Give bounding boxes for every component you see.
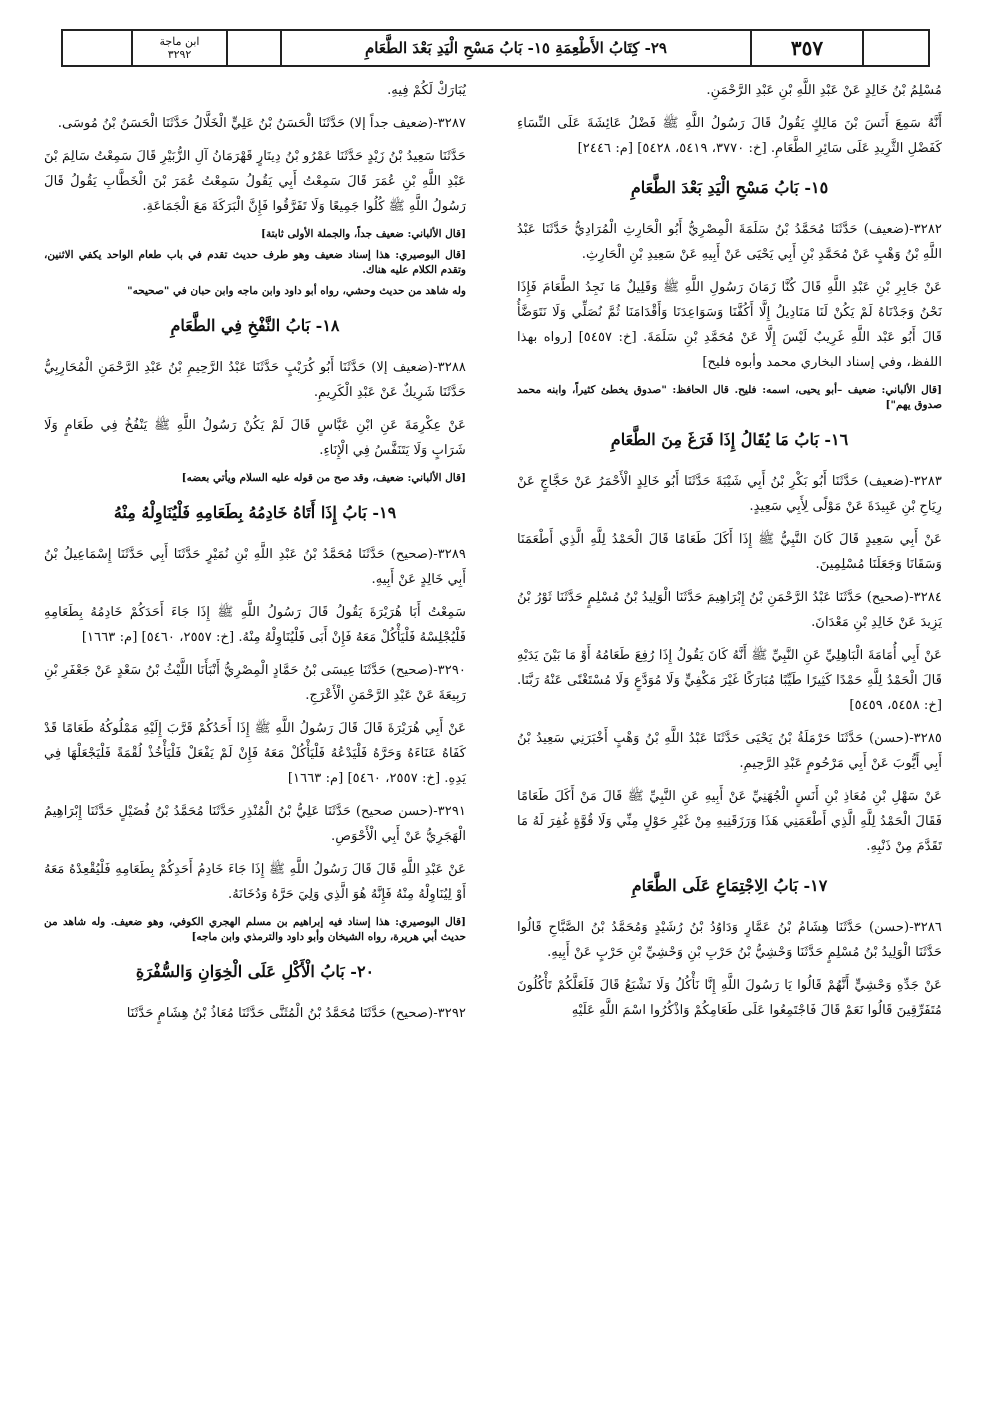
hadith-paragraph: ٣٢٨٢-(ضعيف) حَدَّثَنَا مُحَمَّدُ بْنُ سَلَمَةَ الْمِصْرِيُّ أَبُو الْحَارِثِ الْمُرَادِيُّ حَدَّثَنَا عَبْدُ اللَّهِ بْنُ وَهْبٍ عَنْ مُحَمَّدِ بْنِ أَبِي يَحْيَى عَنْ أَبِيهِ عَنْ سَعِيدِ بْنِ الْحَارِثِ. xyxy=(517,222,942,262)
hadith-paragraph: ٣٢٩٢-(صحيح) حَدَّثَنَا مُحَمَّدُ بْنُ الْمُثَنَّى حَدَّثَنَا مُعَاذُ بْنُ هِشَامٍ حَدَّثَنَا xyxy=(126,1006,466,1021)
hadith-paragraph: عَنْ جَابِرِ بْنِ عَبْدِ اللَّهِ قَالَ كُنَّا زَمَانَ رَسُولِ اللَّهِ ﷺ وَقَلِيلٌ مَا نَجِدُ الطَّعَامَ فَإِذَا نَحْنُ وَجَدْنَاهُ لَمْ يَكُنْ لَنَا مَنَادِيلُ إِلَّا أَكُفَّنَا وَسَوَاعِدَنَا وَأَقْدَامَنَا ثُمَّ نُصَلِّي وَلَا نَتَوَضَّأُ قَالَ أَبُو عَبْد اللَّهِ غَرِيبٌ لَيْسَ إِلَّا عَنْ مُحَمَّدِ بْنِ سَلَمَةَ. [خ: ٥٤٥٧] [رواه بهذا اللفظ، وفي إسناد البخاري محمد وأبوه فليح] xyxy=(517,280,943,370)
left-column xyxy=(44,78,466,1378)
hadith-paragraph: حَدَّثَنَا سَعِيدُ بْنُ زَيْدٍ حَدَّثَنَا عَمْرُو بْنُ دِينَارٍ قَهْرَمَانُ آلِ الزُّبَيْرِ قَالَ سَمِعْتُ سَالِمَ بْنَ عَبْدِ اللَّهِ بْنِ عُمَرَ قَالَ سَمِعْتُ أَبِي يَقُولُ سَمِعْتُ عُمَرَ بْنَ الْخَطَّابِ يَقُولُ قَالَ رَسُولُ اللَّهِ ﷺ كُلُوا جَمِيعًا وَلَا تَفَرَّقُوا فَإِنَّ الْبَرَكَةَ مَعَ الْجَمَاعَةِ. xyxy=(44,149,466,214)
hadith-paragraph: يُبَارَكْ لَكُمْ فِيهِ. xyxy=(387,83,466,98)
hadith-paragraph: سَمِعْتُ أَبَا هُرَيْرَةَ يَقُولُ قَالَ رَسُولُ اللَّهِ ﷺ إِذَا جَاءَ أَحَدَكُمْ خَادِمُهُ بِطَعَامِهِ فَلْيُجْلِسْهُ فَلْيَأْكُلْ مَعَهُ فَإِنْ أَبَى فَلْيُنَاوِلْهُ مِنْهُ. [خ: ٢٥٥٧، ٥٤٦٠] [م: ١٦٦٣] xyxy=(44,605,466,645)
hadith-paragraph: أَنَّهُ سَمِعَ أَنَسَ بْنَ مَالِكٍ يَقُولُ قَالَ رَسُولُ اللَّهِ ﷺ فَضْلُ عَائِشَةَ عَلَى النِّسَاءِ كَفَضْلِ الثَّرِيدِ عَلَى سَائِرِ الطَّعَامِ. [خ: ٣٧٧٠، ٥٤١٩، ٥٤٢٨] [م: ٢٤٤٦] xyxy=(517,116,942,156)
header-cell-empty xyxy=(862,31,928,65)
chapter-heading: ٢٠- بَابُ الْأَكْلِ عَلَى الْخِوَانِ وَالسُّفْرَةِ xyxy=(135,962,375,981)
footnote: [قال البوصيري: هذا إسناد ضعيف وهو طرف حديث تقدم في باب طعام الواحد يكفي الاثنين، وتقدم الكلام عليه هناك. xyxy=(44,249,466,276)
hadith-paragraph: عَنْ أَبِي أُمَامَةَ الْبَاهِلِيِّ عَنِ النَّبِيِّ ﷺ أَنَّهُ كَانَ يَقُولُ إِذَا رُفِعَ طَعَامُهُ أَوْ مَا بَيْنَ يَدَيْهِ قَالَ الْحَمْدُ لِلَّهِ حَمْدًا كَثِيرًا طَيِّبًا مُبَارَكًا غَيْرَ مَكْفِيٍّ وَلَا مُوَدَّعٍ وَلَا مُسْتَغْنًى عَنْهُ رَبَّنَا. [خ: ٥٤٥٨، ٥٤٥٩] xyxy=(517,648,942,713)
hadith-paragraph: عَنْ أَبِي هُرَيْرَةَ قَالَ قَالَ رَسُولُ اللَّهِ ﷺ إِذَا أَحَدُكُمْ قَرَّبَ إِلَيْهِ مَمْلُوكُهُ طَعَامًا قَدْ كَفَاهُ عَنَاءَهُ وَحَرَّهُ فَلْيَدْعُهُ فَلْيَأْكُلْ مَعَهُ فَإِنْ لَمْ يَفْعَلْ فَلْيَأْخُذْ لُقْمَةً فَلْيَجْعَلْهَا فِي يَدِهِ. [خ: ٢٥٥٧، ٥٤٦٠] [م: ١٦٦٣] xyxy=(44,721,466,786)
hadith-paragraph: ٣٢٨٣-(ضعيف) حَدَّثَنَا أَبُو بَكْرِ بْنُ أَبِي شَيْبَةَ حَدَّثَنَا أَبُو خَالِدٍ الْأَحْمَرُ عَنْ حَجَّاجٍ عَنْ رِيَاحِ بْنِ عَبِيدَةَ عَنْ مَوْلًى لِأَبِي سَعِيدٍ. xyxy=(517,474,942,514)
chapter-heading: ١٥- بَابُ مَسْحِ الْيَدِ بَعْدَ الطَّعَامِ xyxy=(630,178,829,197)
hadith-paragraph: ٣٢٨٥-(حسن) حَدَّثَنَا حَرْمَلَةُ بْنُ يَحْيَى حَدَّثَنَا عَبْدُ اللَّهِ بْنُ وَهْبٍ أَخْبَرَنِي سَعِيدُ بْنُ أَبِي أَيُّوبَ عَنْ أَبِي مَرْحُومٍ عَبْدِ الرَّحِيمِ. xyxy=(517,731,942,771)
hadith-paragraph: ٣٢٨٤-(صحيح) حَدَّثَنَا عَبْدُ الرَّحْمَنِ بْنُ إِبْرَاهِيمَ حَدَّثَنَا الْوَلِيدُ بْنُ مُسْلِمٍ حَدَّثَنَا ثَوْرُ بْنُ يَزِيدَ عَنْ خَالِدِ بْنِ مَعْدَانَ. xyxy=(517,590,942,630)
book-name: ابن ماجة xyxy=(159,35,200,48)
hadith-paragraph: ٣٢٩٠-(صحيح) حَدَّثَنَا عِيسَى بْنُ حَمَّادٍ الْمِصْرِيُّ أَنْبَأَنَا اللَّيْثُ بْنُ سَعْدٍ عَنْ جَعْفَرِ بْنِ رَبِيعَةَ عَنْ عَبْدِ الرَّحْمَنِ الْأَعْرَجِ. xyxy=(44,663,466,703)
running-title: ٢٩- كِتَابُ الأَطْعِمَةِ ١٥- بَابُ مَسْحِ الْيَدِ بَعْدَ الطَّعَامِ xyxy=(280,31,750,65)
chapter-heading: ١٧- بَابُ الِاجْتِمَاعِ عَلَى الطَّعَامِ xyxy=(631,876,828,895)
header-cell-empty xyxy=(226,31,280,65)
chapter-heading: ١٦- بَابُ مَا يُقَالُ إِذَا فَرَغَ مِنَ الطَّعَامِ xyxy=(610,430,849,449)
footnote: وله شاهد من حديث وحشي، رواه أبو داود وابن ماجه وابن حبان في "صحيحه" xyxy=(127,285,466,297)
hadith-paragraph: عَنْ أَبِي سَعِيدٍ قَالَ كَانَ النَّبِيُّ ﷺ إِذَا أَكَلَ طَعَامًا قَالَ الْحَمْدُ لِلَّهِ الَّذِي أَطْعَمَنَا وَسَقَانَا وَجَعَلَنَا مُسْلِمِينَ. xyxy=(517,532,942,572)
hadith-paragraph: عَنْ جَدِّهِ وَحْشِيٍّ أَنَّهُمْ قَالُوا يَا رَسُولَ اللَّهِ إِنَّا نَأْكُلُ وَلَا نَشْبَعُ قَالَ فَلَعَلَّكُمْ تَأْكُلُونَ مُتَفَرِّقِينَ قَالُوا نَعَمْ قَالَ فَاجْتَمِعُوا عَلَى طَعَامِكُمْ وَاذْكُرُوا اسْمَ اللَّهِ عَلَيْهِ xyxy=(517,978,942,1018)
hadith-paragraph: ٣٢٨٦-(حسن) حَدَّثَنَا هِشَامُ بْنُ عَمَّارٍ وَدَاوُدُ بْنُ رُشَيْدٍ وَمُحَمَّدُ بْنُ الصَّبَّاحِ قَالُوا حَدَّثَنَا الْوَلِيدُ بْنُ مُسْلِمٍ حَدَّثَنَا وَحْشِيُّ بْنُ حَرْبِ بْنِ وَحْشِيِّ بْنِ حَرْبٍ عَنْ أَبِيهِ. xyxy=(517,920,942,960)
footnote: [قال البوصيري: هذا إسناد فيه إبراهيم بن مسلم الهجري الكوفي، وهو ضعيف. وله شاهد من حديث أبي هريرة، رواه الشيخان وأبو داود والترمذي وابن ماجه] xyxy=(44,916,466,943)
header-cell-empty xyxy=(63,31,131,65)
hadith-paragraph: عَنْ عِكْرِمَةَ عَنِ ابْنِ عَبَّاسٍ قَالَ لَمْ يَكُنْ رَسُولُ اللَّهِ ﷺ يَنْفُخُ فِي طَعَامٍ وَلَا شَرَابٍ وَلَا يَتَنَفَّسُ فِي الْإِنَاءِ. xyxy=(44,418,466,458)
page-number: ٣٥٧ xyxy=(750,31,862,65)
hadith-paragraph: مُسْلِمُ بْنُ خَالِدٍ عَنْ عَبْدِ اللَّهِ بْنِ عَبْدِ الرَّحْمَنِ. xyxy=(706,83,942,98)
chapter-heading: ١٨- بَابُ النَّفْخِ فِي الطَّعَامِ xyxy=(170,316,340,335)
chapter-heading: ١٩- بَابُ إِذَا أَتَاهُ خَادِمُهُ بِطَعَامِهِ فَلْيُنَاوِلْهُ مِنْهُ xyxy=(113,503,397,522)
hadith-range: ٣٢٩٢ xyxy=(167,48,192,61)
right-column xyxy=(517,78,942,1378)
hadith-paragraph: ٣٢٩١-(حسن صحيح) حَدَّثَنَا عَلِيُّ بْنُ الْمُنْذِرِ حَدَّثَنَا مُحَمَّدُ بْنُ فُضَيْلٍ حَدَّثَنَا إِبْرَاهِيمُ الْهَجَرِيُّ عَنْ أَبِي الْأَحْوَصِ. xyxy=(44,804,466,844)
footnote: [قال الألباني: ضعيف –أبو يحيى، اسمه: فليح. قال الحافظ: "صدوق يخطئ كثيراً، وابنه محمد صدوق يهم"] xyxy=(517,384,942,411)
page-header xyxy=(61,29,930,67)
hadith-paragraph: عَنْ سَهْلِ بْنِ مُعَاذِ بْنِ أَنَسٍ الْجُهَنِيِّ عَنْ أَبِيهِ عَنِ النَّبِيِّ ﷺ قَالَ مَنْ أَكَلَ طَعَامًا فَقَالَ الْحَمْدُ لِلَّهِ الَّذِي أَطْعَمَنِي هَذَا وَرَزَقَنِيهِ مِنْ غَيْرِ حَوْلٍ مِنِّي وَلَا قُوَّةٍ غُفِرَ لَهُ مَا تَقَدَّمَ مِنْ ذَنْبِهِ. xyxy=(517,789,942,854)
hadith-paragraph: ٣٢٨٨-(ضعيف إلا) حَدَّثَنَا أَبُو كُرَيْبٍ حَدَّثَنَا عَبْدُ الرَّحِيمِ بْنُ عَبْدِ الرَّحْمَنِ الْمُحَارِبِيُّ حَدَّثَنَا شَرِيكٌ عَنْ عَبْدِ الْكَرِيمِ. xyxy=(44,360,466,400)
book-reference xyxy=(131,31,226,65)
hadith-paragraph: ٣٢٨٩-(صحيح) حَدَّثَنَا مُحَمَّدُ بْنُ عَبْدِ اللَّهِ بْنِ نُمَيْرٍ حَدَّثَنَا أَبِي حَدَّثَنَا إِسْمَاعِيلُ بْنُ أَبِي خَالِدٍ عَنْ أَبِيهِ. xyxy=(44,547,466,587)
footnote: [قال الألباني: ضعيف جداً، والجملة الأولى ثابتة] xyxy=(261,228,466,240)
hadith-paragraph: ٣٢٨٧-(ضعيف جداً إلا) حَدَّثَنَا الْحَسَنُ بْنُ عَلِيٍّ الْخَلَّالُ حَدَّثَنَا الْحَسَنُ بْنُ مُوسَى. xyxy=(57,116,466,131)
footnote: [قال الألباني: ضعيف، وقد صح من قوله عليه السلام ويأتي بعضه] xyxy=(181,472,466,484)
hadith-paragraph: عَنْ عَبْدِ اللَّهِ قَالَ قَالَ رَسُولُ اللَّهِ ﷺ إِذَا جَاءَ خَادِمُ أَحَدِكُمْ بِطَعَامِهِ فَلْيُقْعِدْهُ مَعَهُ أَوْ لِيُنَاوِلْهُ مِنْهُ فَإِنَّهُ هُوَ الَّذِي وَلِيَ حَرَّهُ وَدُخَانَهُ. xyxy=(44,862,466,902)
